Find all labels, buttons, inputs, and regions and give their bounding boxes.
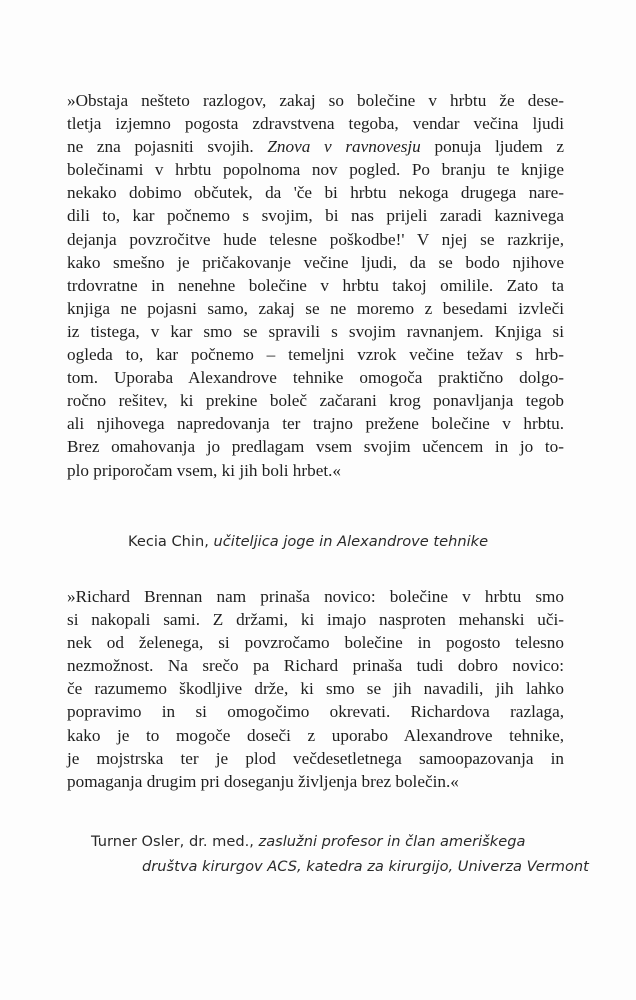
- quote-line: knjiga ne pojasni samo, zakaj se ne moremo z besedami izvleči: [67, 298, 564, 318]
- quote-line: ali njihovega napredovanja ter trajno prežene bolečine v hrbtu.: [67, 414, 564, 434]
- attribution-2-continued: [142, 856, 589, 877]
- attribution-2: [91, 831, 525, 852]
- quote-line: nekako dobimo občutek, da 'če bi hrbtu nekoga drugega nare-: [67, 183, 564, 203]
- quote-line: »Richard Brennan nam prinaša novico: bolečine v hrbtu smo: [67, 587, 564, 606]
- quote-line: dili to, kar počnemo s svojim, bi nas prijeli zaradi kaznivega: [67, 206, 564, 226]
- quote-text: ponuja ljudem z: [434, 137, 565, 157]
- quote-line: nek od želenega, si povzročamo bolečine in pogosto telesno: [67, 633, 564, 653]
- quote-text: ne zna pojasniti svojih.: [67, 137, 254, 157]
- quote-line: dejanja povzročitve hude telesne poškodbe!' V njej se razkrije,: [67, 229, 564, 249]
- attribution-role: zaslužni profesor in član ameriškega: [258, 833, 526, 850]
- quote-line: tletja izjemno pogosta zdravstvena tegoba, vendar večina ljudi: [67, 114, 564, 134]
- quote-line: plo priporočam vsem, ki jih boli hrbet.«: [67, 460, 342, 480]
- quote-line: trdovratne in nenehne bolečine v hrbtu takoj omilile. Zato ta: [67, 275, 564, 295]
- attribution-author: Turner Osler, dr. med.,: [91, 833, 254, 850]
- attribution-role-continued: društva kirurgov ACS, katedra za kirurgijo, Univerza Vermont: [142, 858, 589, 875]
- quote-line: popravimo in si omogočimo okrevati. Richardova razlaga,: [67, 702, 564, 722]
- quote-line: si nakopali sami. Z držami, ki imajo nasproten mehanski uči-: [67, 610, 564, 630]
- quote-line: iz tistega, v kar smo se spravili s svojim ravnanjem. Knjiga si: [67, 321, 564, 341]
- quote-line: je mojstrska ter je plod večdesetletnega samoopazovanja in: [67, 748, 564, 768]
- quote-line: ogleda to, kar počnemo – temeljni vzrok večine težav s hrb-: [67, 345, 564, 365]
- quote-line: kako smešno je pričakovanje večine ljudi, da se bodo njihove: [67, 252, 564, 272]
- quote-line: Brez omahovanja jo predlagam vsem svojim učencem in jo to-: [67, 437, 564, 457]
- quote-line: nezmožnost. Na srečo pa Richard prinaša tudi dobro novico:: [67, 656, 564, 676]
- attribution-role: učiteljica joge in Alexandrove tehnike: [213, 533, 489, 550]
- testimonial-quote-1: [67, 89, 564, 482]
- quote-line: kako je to mogoče doseči z uporabo Alexandrove tehnike,: [67, 725, 564, 745]
- testimonial-quote-2: [67, 585, 564, 793]
- attribution-1: [128, 531, 488, 552]
- quote-line: pomaganja drugim pri doseganju življenja brez bolečin.«: [67, 771, 459, 791]
- quote-line-mixed: [67, 135, 564, 158]
- attribution-author: Kecia Chin,: [128, 533, 209, 550]
- quote-line: »Obstaja nešteto razlogov, zakaj so bolečine v hrbtu že dese-: [67, 91, 564, 110]
- book-title: Znova v ravnovesju: [267, 137, 421, 157]
- quote-line: bolečinami v hrbtu popolnoma nov pogled. Po branju te knjige: [67, 160, 564, 180]
- quote-line: če razumemo škodljive drže, ki smo se jih navadili, jih lahko: [67, 679, 564, 699]
- quote-line: tom. Uporaba Alexandrove tehnike omogoča praktično dolgo-: [67, 368, 564, 388]
- quote-line: ročno rešitev, ki prekine boleč začarani krog ponavljanja tegob: [67, 391, 564, 411]
